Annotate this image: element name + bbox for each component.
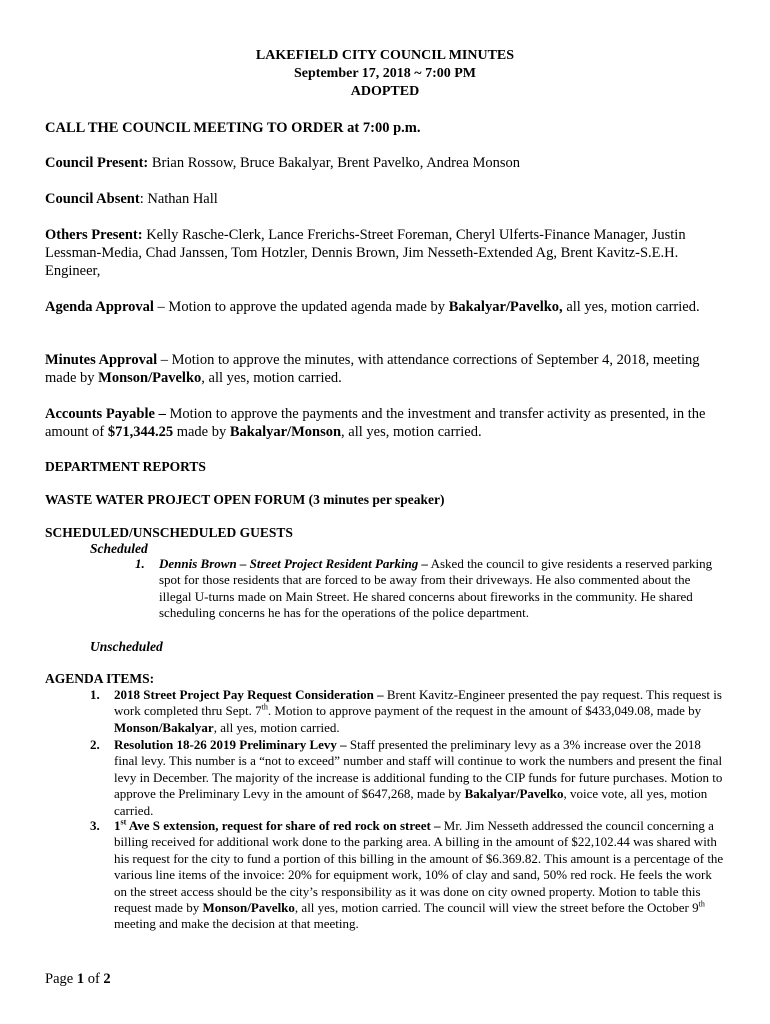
document-header [0,47,770,101]
agenda-item-1-title: 2018 Street Project Pay Request Consideration – [114,687,384,702]
accounts-payable [45,405,725,441]
department-reports-heading: DEPARTMENT REPORTS [45,459,206,474]
guests-heading: SCHEDULED/UNSCHEDULED GUESTS [45,525,293,540]
council-present [45,154,725,172]
adoption-status: ADOPTED [350,84,420,99]
agenda-item-3-text: Mr. Jim Nesseth addressed the council concerning a billing received for additional work done to the parking area. A billing in the amount of $22,102.44 was shared with his request for the city to fund a portion of this billing in the amount of $6.369.82. This amount is a percentage of the various line items of the invoice: 20% for equipment work, 10% of clay and sand, 50% red rock. He feels the work on the street access should be the city’s responsibility as it was done on city owned property. Motion to table this request made by [114,818,724,916]
guest-item-title: Dennis Brown – Street Project Resident Parking – [159,556,429,571]
agenda-approval-movers: Bakalyar/Pavelko, [448,299,563,315]
page-of-label: of [84,971,104,987]
minutes-approval-movers: Monson/Pavelko [98,370,202,386]
accounts-payable-movers: Bakalyar/Monson [229,424,342,440]
agenda-item-3-title-ordinal: 1 [114,818,121,833]
document-title: LAKEFIELD CITY COUNCIL MINUTES [255,48,515,63]
ordinal-suffix: st [120,817,127,827]
ordinal-suffix: th [261,703,268,713]
council-present-names: Brian Rossow, Bruce Bakalyar, Brent Pavelko, Andrea Monson [148,155,521,171]
council-absent-names: : Nathan Hall [139,191,218,207]
minutes-approval [45,351,725,387]
agenda-item-3 [90,818,725,933]
agenda-item-1-result: , all yes, motion carried. [213,719,340,735]
agenda-items-heading: AGENDA ITEMS: [45,671,155,686]
agenda-item-1-movers: Monson/Bakalyar [114,719,214,735]
accounts-payable-result: , all yes, motion carried. [341,424,482,440]
page-number: 1 [76,971,85,987]
agenda-item-2-title: Resolution 18-26 2019 Preliminary Levy – [114,737,347,752]
agenda-item-2-text: Staff presented the preliminary levy as a 3% increase over the 2018 final levy. This number is a “not to exceed” number and staff will continue to work the numbers and present the final levy in December. The majority of the increase is additional funding to the CIP funds for future purchases. Motion to approve the Preliminary Levy in the amount of $647,268, made by [114,737,723,802]
others-present-names: Kelly Rasche-Clerk, Lance Frerichs-Street Foreman, Cheryl Ulferts-Finance Manager, Justin Lessman-Media, Chad Janssen, Tom Hotzler, Dennis Brown, Jim Nesseth-Extended Ag, Brent Kavitz-S.E.H. Engineer, [45,227,686,279]
agenda-approval-label: Agenda Approval [45,299,154,315]
waste-water-heading: WASTE WATER PROJECT OPEN FORUM (3 minutes per speaker) [45,492,445,507]
agenda-item-3-title: Ave S extension, request for share of red rock on street – [126,818,441,833]
ordinal-suffix: th [698,899,705,909]
scheduled-guest-item [135,556,725,622]
accounts-payable-amount: $71,344.25 [107,424,174,440]
unscheduled-label: Unscheduled [90,639,163,654]
list-number: 2. [90,737,100,752]
list-number: 1. [90,687,100,702]
agenda-item-3-text-2: , all yes, motion carried. The council will view the street before the October 9 [294,900,699,916]
council-present-label: Council Present: [45,155,149,171]
page-total: 2 [103,971,111,987]
minutes-approval-label: Minutes Approval [45,352,158,368]
accounts-payable-label: Accounts Payable – [45,406,166,422]
agenda-item-2 [90,737,725,819]
council-absent-label: Council Absent [45,191,140,207]
list-number: 3. [90,818,100,833]
agenda-item-2-movers: Bakalyar/Pavelko [464,786,564,802]
call-to-order: CALL THE COUNCIL MEETING TO ORDER at 7:00 p.m. [45,120,421,136]
others-present [45,226,725,280]
list-number: 1. [135,556,145,571]
meeting-date: September 17, 2018 ~ 7:00 PM [294,66,476,81]
agenda-approval [45,298,725,316]
minutes-approval-text: – Motion to approve the minutes, with attendance corrections of September 4, 2018, meeting made by [45,352,700,386]
agenda-item-1-text-2: . Motion to approve payment of the request in the amount of $433,049.08, made by [267,703,702,719]
page-label: Page [45,971,77,987]
agenda-item-3-result: meeting and make the decision at that meeting. [114,916,359,932]
scheduled-label: Scheduled [90,541,148,556]
council-absent [45,190,725,208]
agenda-approval-result: all yes, motion carried. [562,299,700,315]
guest-item-text: Asked the council to give residents a reserved parking spot for those residents that are forced to be away from their driveways. He also commented about the illegal U-turns made on Main Street. He shared concerns about fireworks in the community. He shared scheduling concerns he has for the operations of the police department. [159,556,713,621]
agenda-item-2-result: , voice vote, all yes, motion carried. [114,786,708,818]
accounts-payable-text-2: made by [173,424,230,440]
agenda-item-1-text: Brent Kavitz-Engineer presented the pay request. This request is work completed thru Sept. 7 [114,687,722,719]
minutes-approval-result: , all yes, motion carried. [201,370,342,386]
agenda-item-1 [90,687,725,736]
accounts-payable-text: Motion to approve the payments and the investment and transfer activity as presented, in the amount of [45,406,706,440]
others-present-label: Others Present: [45,227,143,243]
agenda-item-3-movers: Monson/Pavelko [202,900,295,916]
page-footer [45,970,111,988]
agenda-approval-text: – Motion to approve the updated agenda made by [153,299,449,315]
